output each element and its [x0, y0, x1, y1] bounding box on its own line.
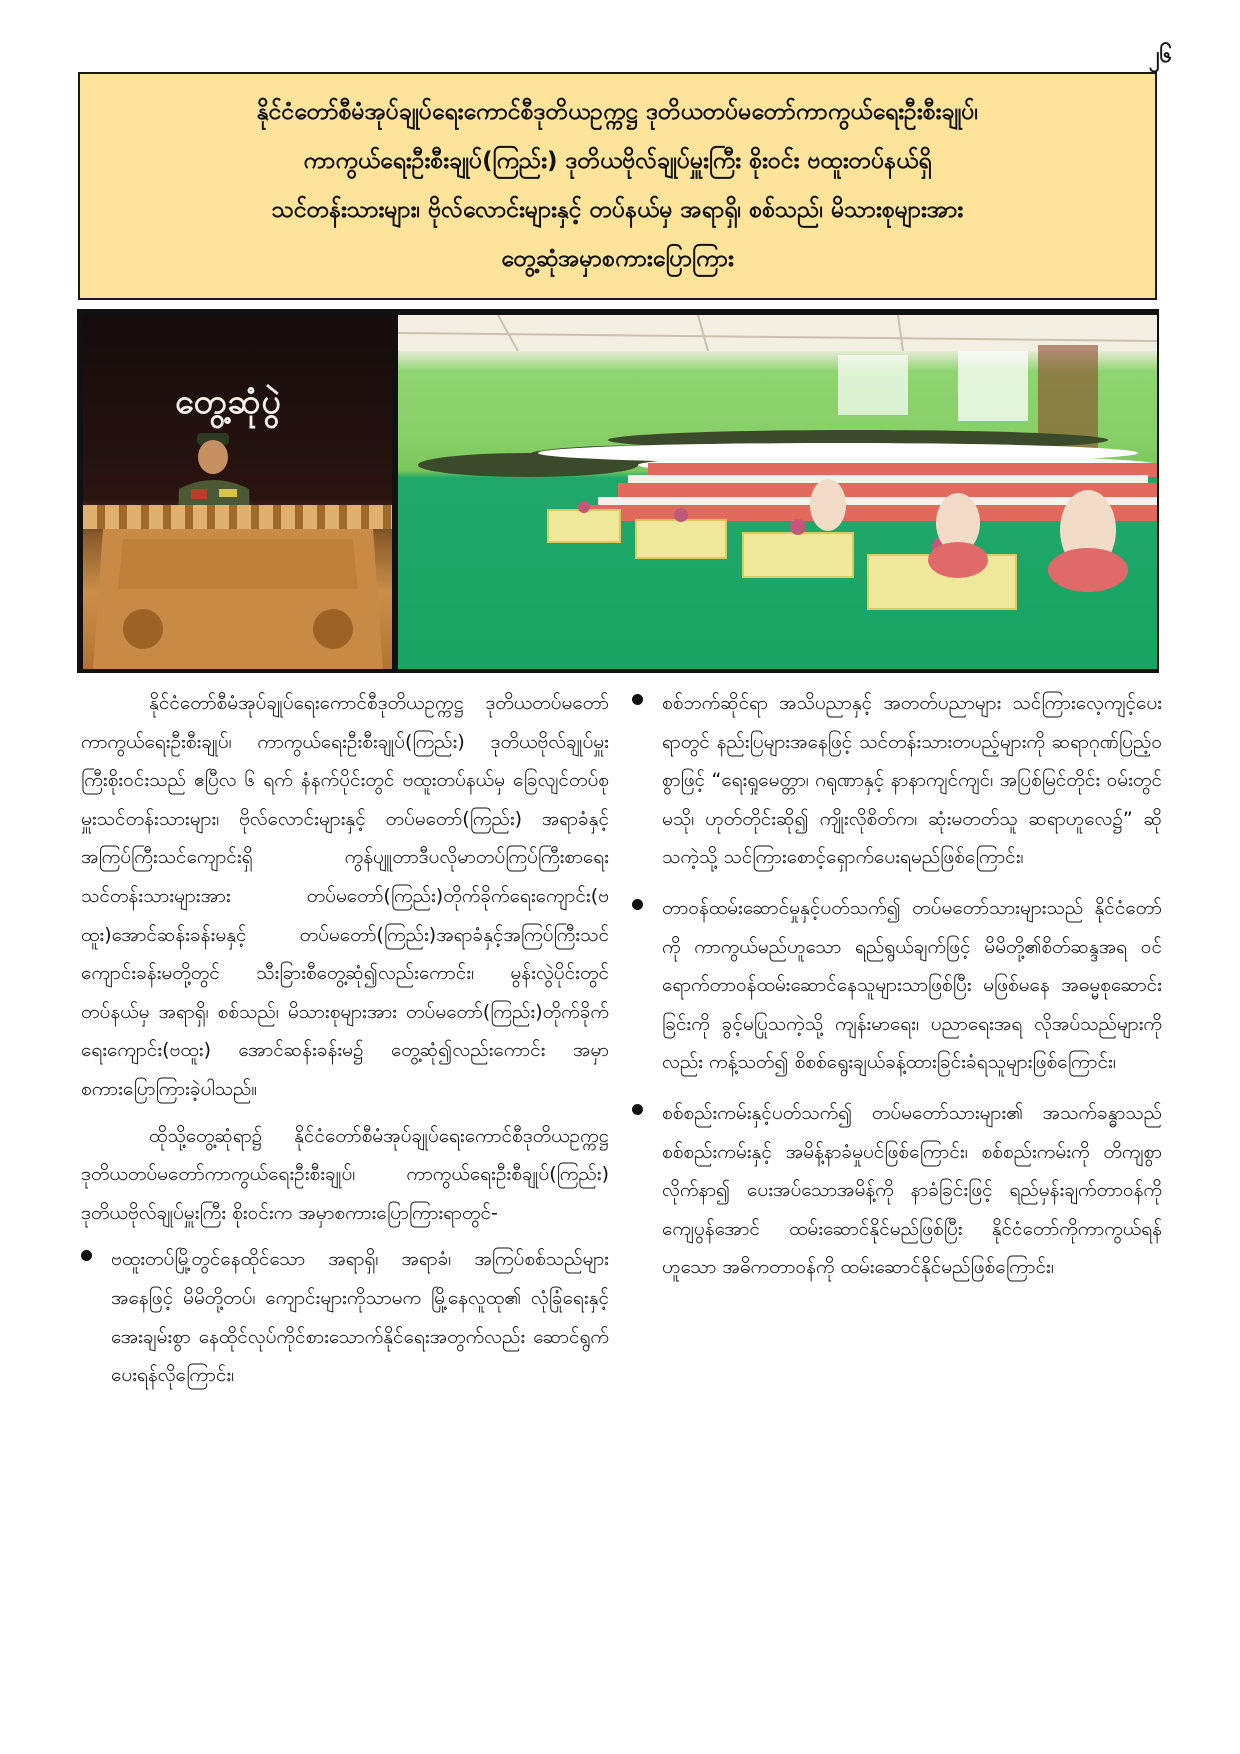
audience-photo	[398, 315, 1157, 669]
left-column	[81, 684, 609, 1407]
left-bullet-list	[81, 1240, 609, 1394]
podium-carving	[83, 505, 392, 529]
bullet-dot-icon	[81, 1250, 92, 1261]
bullet-point	[632, 889, 1162, 1082]
bullet-point	[632, 684, 1162, 877]
bullet-dot-icon	[632, 1104, 643, 1115]
bullet-point	[81, 1240, 609, 1394]
hall-graphic	[398, 315, 1157, 669]
bullet-dot-icon	[632, 899, 643, 910]
headline-line: နိုင်ငံတော်စီမံအုပ်ချုပ်ရေးကောင်စီဒုတိယဥက္ကဋ္ဌ ဒုတိယတပ်မတော်ကာကွယ်ရေးဦးစီးချုပ်၊	[256, 99, 979, 125]
banner-text: တွေ့ဆုံပွဲ	[175, 382, 282, 422]
intro-paragraph: နိုင်ငံတော်စီမံအုပ်ချုပ်ရေးကောင်စီဒုတိယဥက္ကဋ္ဌ ဒုတိယတပ်မတော်ကာကွယ်ရေးဦးစီးချုပ်၊ ကာကွယ်ရေးဦးစီးချုပ်(ကြည်း) ဒုတိယဗိုလ်ချုပ်မှူးကြီးစိုးဝင်းသည် ဧပြီလ ၆ ရက် နံနက်ပိုင်းတွင် ဗထူးတပ်နယ်မှ ခြေလျင်တပ်စုမှူးသင်တန်းသားများ၊ ဗိုလ်လောင်းများနှင့် တပ်မတော်(ကြည်း) အရာခံနှင့်အကြပ်ကြီးသင်ကျောင်းရှိ ကွန်ပျူတာဒီပလိုမာတပ်ကြပ်ကြီးစာရေးသင်တန်းသားများအား တပ်မတော်(ကြည်း)တိုက်ခိုက်ရေးကျောင်း(ဗထူး)အောင်ဆန်းခန်းမနှင့် တပ်မတော်(ကြည်း)အရာခံနှင့်အကြပ်ကြီးသင်ကျောင်းခန်းမတို့တွင် သီးခြားစီတွေ့ဆုံ၍လည်းကောင်း၊ မွန်းလွဲပိုင်းတွင် တပ်နယ်မှ အရာရှိ၊ စစ်သည်၊ မိသားစုများအား တပ်မတော်(ကြည်း)တိုက်ခိုက်ရေးကျောင်း(ဗထူး) အောင်ဆန်းခန်းမ၌ တွေ့ဆုံ၍လည်းကောင်း အမှာစကားပြောကြားခဲ့ပါသည်။	[81, 692, 609, 1100]
page-number: ၂၆	[1148, 43, 1172, 68]
headline-box	[78, 72, 1157, 300]
bullet-text: စစ်စည်းကမ်းနှင့်ပတ်သက်၍ တပ်မတော်သားများ၏ အသက်ခန္ဓာသည် စစ်စည်းကမ်းနှင့် အမိန့်နာခံမှုပင်ဖြစ်ကြောင်း၊ စစ်စည်းကမ်းကို တိကျစွာလိုက်နာ၍ ပေးအပ်သောအမိန့်ကို နာခံခြင်းဖြင့် ရည်မှန်းချက်တာဝန်ကို ကျေပွန်အောင် ထမ်းဆောင်နိုင်မည်ဖြစ်ပြီး နိုင်ငံတော်ကိုကာကွယ်ရန်ဟူသော အဓိကတာဝန်ကို ထမ်းဆောင်နိုင်မည်ဖြစ်ကြောင်း၊	[662, 1101, 1162, 1279]
bullet-text: တာဝန်ထမ်းဆောင်မှုနှင့်ပတ်သက်၍ တပ်မတော်သားများသည် နိုင်ငံတော်ကို ကာကွယ်မည်ဟူသော ရည်ရွယ်ချက်ဖြင့် မိမိတို့၏စိတ်ဆန္ဒအရ ဝင်ရောက်တာဝန်ထမ်းဆောင်နေသူများသာဖြစ်ပြီး မဖြစ်မနေ အဓမ္မစုဆောင်းခြင်းကို ခွင့်မပြုသကဲ့သို့ ကျန်းမာရေး၊ ပညာရေးအရ လိုအပ်သည်များကိုလည်း ကန့်သတ်၍ စိစစ်ရွေးချယ်ခန့်ထားခြင်းခံရသူများဖြစ်ကြောင်း၊	[662, 896, 1162, 1074]
headline-line: ကာကွယ်ရေးဦးစီးချုပ်(ကြည်း) ဒုတိယဗိုလ်ချုပ်မှူးကြီး စိုးဝင်း ဗထူးတပ်နယ်ရှိ	[303, 148, 932, 174]
right-bullet-list	[632, 684, 1162, 1287]
podium-graphic	[83, 529, 392, 669]
right-column	[632, 684, 1162, 1299]
speaker-photo	[83, 315, 392, 669]
headline-line: သင်တန်းသားများ၊ ဗိုလ်လောင်းများနှင့် တပ်နယ်မှ အရာရှိ၊ စစ်သည်၊ မိသားစုများအား	[271, 197, 964, 223]
bullet-text: ဗထူးတပ်မြို့တွင်နေထိုင်သော အရာရှိ၊ အရာခံ၊ အကြပ်စစ်သည်များအနေဖြင့် မိမိတို့တပ်၊ ကျောင်းများကိုသာမက မြို့နေလူထု၏ လုံခြုံရေးနှင့် အေးချမ်းစွာ နေထိုင်လုပ်ကိုင်စားသောက်နိုင်ရေးအတွက်လည်း ဆောင်ရွက်ပေးရန်လိုကြောင်း၊	[111, 1248, 609, 1387]
photo-frame	[77, 309, 1159, 673]
bullet-text: စစ်ဘက်ဆိုင်ရာ အသိပညာနှင့် အတတ်ပညာများ သင်ကြားလေ့ကျင့်ပေးရာတွင် နည်းပြများအနေဖြင့် သင်တန်းသားတပည့်များကို ဆရာဂုဏ်ပြည့်ဝစွာဖြင့် “ရေးရှုမေတ္တာ၊ ဂရုဏာနှင့် နာနာကျင်ကျင်၊ အပြစ်မြင်တိုင်း ဝမ်းတွင်မသို၊ ဟုတ်တိုင်းဆို၍ ကျိုးလိုစိတ်က၊ ဆုံးမတတ်သူ ဆရာဟူလေ၌” ဆိုသကဲ့သို့ သင်ကြားစောင့်ရှောက်ပေးရမည်ဖြစ်ကြောင်း၊	[662, 692, 1162, 869]
bullet-dot-icon	[632, 694, 643, 705]
speech-intro-paragraph: ထိုသို့တွေ့ဆုံရာ၌ နိုင်ငံတော်စီမံအုပ်ချုပ်ရေးကောင်စီဒုတိယဥက္ကဋ္ဌ ဒုတိယတပ်မတော်ကာကွယ်ရေးဦးစီးချုပ်၊ ကာကွယ်ရေးဦးစီချုပ်(ကြည်း) ဒုတိယဗိုလ်ချုပ်မှူးကြီး စိုးဝင်းက အမှာစကားပြောကြားရာတွင်-	[81, 1124, 609, 1224]
headline-line: တွေ့ဆုံအမှာစကားပြောကြား	[501, 246, 734, 272]
bullet-point	[632, 1094, 1162, 1287]
